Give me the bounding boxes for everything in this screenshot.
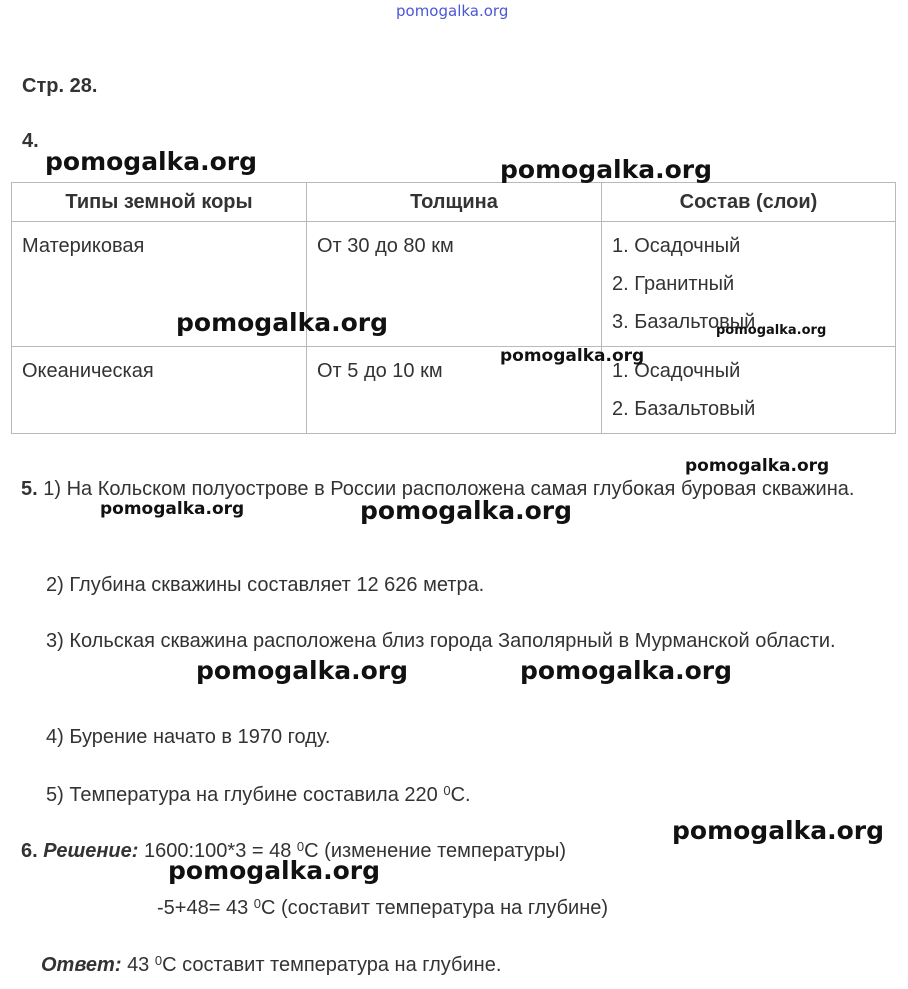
watermark: pomogalka.org xyxy=(520,656,733,685)
header-crust-type: Типы земной коры xyxy=(12,183,307,222)
question-5-item-1: 1) На Кольском полуострове в России расположена самая глубокая буровая скважина. xyxy=(43,478,855,500)
cell-crust-type: Материковая xyxy=(12,222,307,347)
page-label: Стр. 28. xyxy=(22,75,98,97)
question-4-number: 4. xyxy=(22,130,39,152)
degree-sup: 0 xyxy=(253,896,261,911)
question-5-item-3: 3) Кольская скважина расположена близ города Заполярный в Мурманской области. xyxy=(46,630,836,652)
solution-line-1-rest: С (изменение температуры) xyxy=(304,840,566,862)
cell-composition xyxy=(602,347,896,434)
degree-sup: 0 xyxy=(296,839,305,854)
layer-item: 1. Осадочный xyxy=(612,360,741,382)
watermark: pomogalka.org xyxy=(360,496,573,525)
header-thickness: Толщина xyxy=(307,183,602,222)
layer-item: 2. Гранитный xyxy=(612,273,735,295)
question-6-number: 6. xyxy=(21,840,38,862)
question-5-item-4: 4) Бурение начато в 1970 году. xyxy=(46,726,331,748)
watermark: pomogalka.org xyxy=(196,656,409,685)
degree-sup: 0 xyxy=(443,783,451,798)
watermark: pomogalka.org xyxy=(500,155,713,184)
solution-line-2-rest: С (составит температура на глубине) xyxy=(260,897,609,919)
answer-text: 43 xyxy=(127,954,155,976)
answer-rest: С составит температура на глубине. xyxy=(162,954,502,976)
solution-line-1-text: 1600:100*3 = 48 xyxy=(144,840,297,862)
watermark: pomogalka.org xyxy=(716,323,827,338)
answer-label: Ответ: xyxy=(41,954,122,976)
question-5-number: 5. xyxy=(21,478,38,500)
table-header-row xyxy=(12,183,896,222)
watermark: pomogalka.org xyxy=(176,308,389,337)
watermark: pomogalka.org xyxy=(168,856,381,885)
q5-item-5-unit: С. xyxy=(450,784,471,806)
question-6-answer xyxy=(41,946,881,984)
watermark: pomogalka.org xyxy=(685,456,830,476)
layer-item: 1. Осадочный xyxy=(612,235,741,257)
watermark: pomogalka.org xyxy=(672,816,885,845)
question-6-line-2 xyxy=(157,889,877,927)
cell-thickness: От 5 до 10 км xyxy=(307,347,602,434)
degree-sup: 0 xyxy=(154,953,163,968)
header-composition: Состав (слои) xyxy=(602,183,896,222)
site-header-watermark: pomogalka.org xyxy=(396,2,509,20)
watermark: pomogalka.org xyxy=(500,346,645,366)
cell-thickness: От 30 до 80 км xyxy=(307,222,602,347)
solution-line-2-text: -5+48= 43 xyxy=(157,897,254,919)
watermark: pomogalka.org xyxy=(45,147,258,176)
question-5-item-2: 2) Глубина скважины составляет 12 626 метра. xyxy=(46,574,485,596)
cell-crust-type: Океаническая xyxy=(12,347,307,434)
solution-label: Решение: xyxy=(43,840,139,862)
table-row xyxy=(12,347,896,434)
layer-item: 2. Базальтовый xyxy=(612,398,756,420)
question-5-item-5 xyxy=(21,776,885,814)
layer-item: 3. Базальтовый xyxy=(612,311,756,333)
earth-crust-table xyxy=(11,182,896,434)
watermark: pomogalka.org xyxy=(100,499,245,519)
q5-item-5-text: 5) Температура на глубине составила 220 xyxy=(46,784,444,806)
